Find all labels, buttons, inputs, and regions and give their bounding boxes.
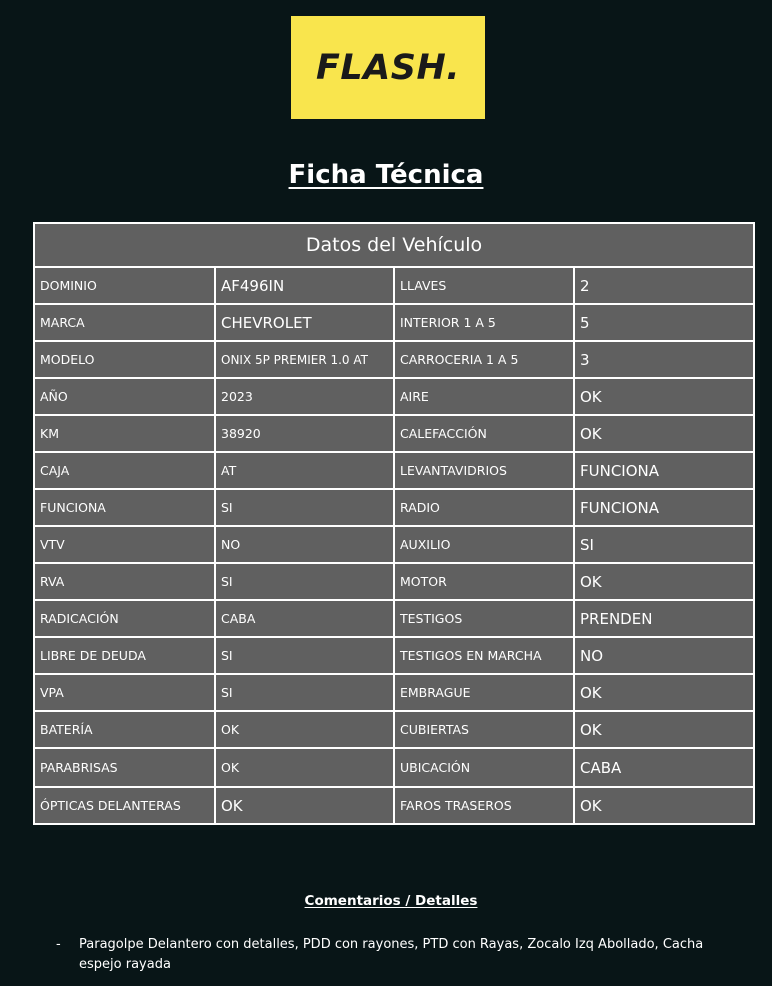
field-label: CALEFACCIÓN — [394, 415, 574, 452]
field-value: 2 — [574, 267, 754, 304]
field-value: 38920 — [215, 415, 394, 452]
field-label: CARROCERIA 1 A 5 — [394, 341, 574, 378]
table-row — [34, 526, 754, 563]
field-value: FUNCIONA — [574, 452, 754, 489]
field-label: LEVANTAVIDRIOS — [394, 452, 574, 489]
field-label: DOMINIO — [34, 267, 215, 304]
field-value: OK — [574, 674, 754, 711]
table-row — [34, 711, 754, 748]
field-value: 5 — [574, 304, 754, 341]
field-label: BATERÍA — [34, 711, 215, 748]
field-value: SI — [215, 489, 394, 526]
field-value: OK — [574, 415, 754, 452]
table-row — [34, 489, 754, 526]
field-value: PRENDEN — [574, 600, 754, 637]
table-row — [34, 637, 754, 674]
logo-text: FLASH. — [315, 47, 461, 88]
field-label: KM — [34, 415, 215, 452]
field-label: TESTIGOS EN MARCHA — [394, 637, 574, 674]
field-label: MARCA — [34, 304, 215, 341]
field-label: MOTOR — [394, 563, 574, 600]
dash-bullet: - — [56, 937, 61, 952]
field-value: FUNCIONA — [574, 489, 754, 526]
field-value: AF496IN — [215, 267, 394, 304]
table-row — [34, 674, 754, 711]
field-label: RADICACIÓN — [34, 600, 215, 637]
page-title: Ficha Técnica — [288, 160, 484, 190]
comments-title: Comentarios / Detalles — [304, 893, 478, 909]
field-label: AÑO — [34, 378, 215, 415]
field-label: UBICACIÓN — [394, 748, 574, 787]
field-value: OK — [574, 378, 754, 415]
comment-text: Paragolpe Delantero con detalles, PDD con rayones, PTD con Rayas, Zocalo Izq Abollado, Cacha espejo rayada — [79, 937, 704, 972]
table-row — [34, 748, 754, 787]
table-row — [34, 600, 754, 637]
comment-item — [56, 935, 746, 975]
field-value: CABA — [215, 600, 394, 637]
field-value: AT — [215, 452, 394, 489]
table-row — [34, 563, 754, 600]
field-value: 2023 — [215, 378, 394, 415]
field-value: ONIX 5P PREMIER 1.0 AT — [215, 341, 394, 378]
field-value: SI — [215, 674, 394, 711]
field-value: NO — [215, 526, 394, 563]
field-label: TESTIGOS — [394, 600, 574, 637]
field-label: PARABRISAS — [34, 748, 215, 787]
table-row — [34, 415, 754, 452]
field-label: RADIO — [394, 489, 574, 526]
field-label: LIBRE DE DEUDA — [34, 637, 215, 674]
table-body — [34, 267, 754, 824]
field-value: CABA — [574, 748, 754, 787]
flash-logo — [291, 16, 485, 119]
table-row — [34, 452, 754, 489]
field-label: AIRE — [394, 378, 574, 415]
table-row — [34, 341, 754, 378]
field-value: OK — [215, 748, 394, 787]
field-label: RVA — [34, 563, 215, 600]
field-value: 3 — [574, 341, 754, 378]
field-label: LLAVES — [394, 267, 574, 304]
field-label: ÓPTICAS DELANTERAS — [34, 787, 215, 824]
table-header-row — [34, 223, 754, 267]
field-value: SI — [215, 637, 394, 674]
field-label: CUBIERTAS — [394, 711, 574, 748]
field-label: MODELO — [34, 341, 215, 378]
field-value: OK — [574, 711, 754, 748]
field-value: OK — [574, 563, 754, 600]
field-value: SI — [574, 526, 754, 563]
comment-list — [56, 935, 746, 975]
field-label: FUNCIONA — [34, 489, 215, 526]
field-label: FAROS TRASEROS — [394, 787, 574, 824]
field-label: EMBRAGUE — [394, 674, 574, 711]
field-label: CAJA — [34, 452, 215, 489]
table-row — [34, 787, 754, 824]
field-value: OK — [574, 787, 754, 824]
field-label: VTV — [34, 526, 215, 563]
table-row — [34, 267, 754, 304]
table-header: Datos del Vehículo — [34, 223, 754, 267]
field-value: NO — [574, 637, 754, 674]
field-value: SI — [215, 563, 394, 600]
field-value: OK — [215, 787, 394, 824]
field-label: AUXILIO — [394, 526, 574, 563]
vehicle-data-table — [33, 222, 755, 825]
field-label: INTERIOR 1 A 5 — [394, 304, 574, 341]
field-label: VPA — [34, 674, 215, 711]
field-value: OK — [215, 711, 394, 748]
table-row — [34, 378, 754, 415]
field-value: CHEVROLET — [215, 304, 394, 341]
table-row — [34, 304, 754, 341]
